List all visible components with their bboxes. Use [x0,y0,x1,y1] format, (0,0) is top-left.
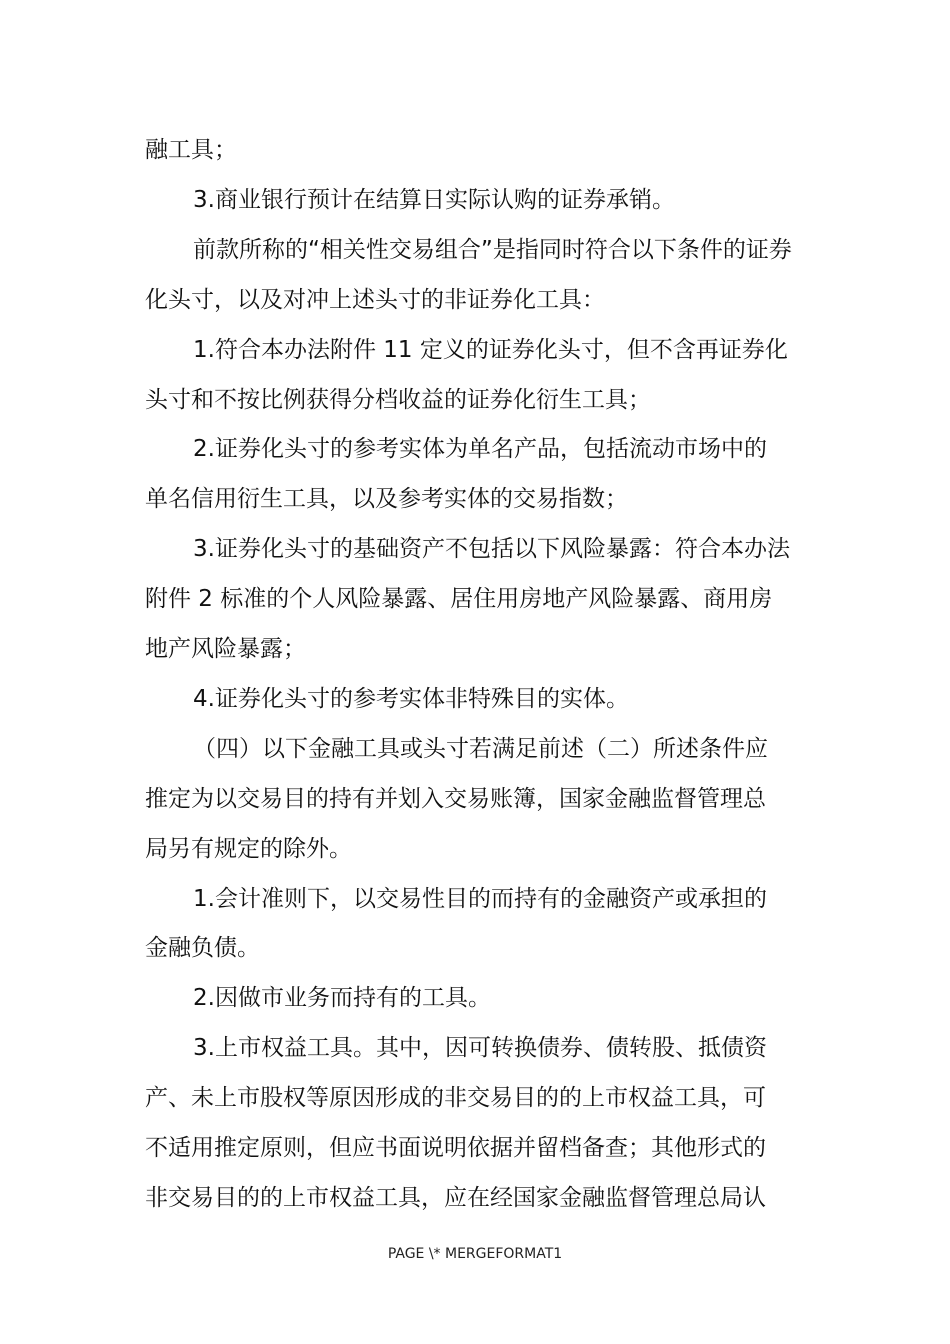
text-line: 2.因做市业务而持有的工具。 [193,985,491,1012]
text-line: 融工具； [145,137,237,163]
text-line: 1.会计准则下，以交易性目的而持有的金融资产或承担的 [193,885,767,912]
text-line: 3.商业银行预计在结算日实际认购的证券承销。 [193,186,675,213]
text-line: 3.上市权益工具。其中，因可转换债券、债转股、抵债资 [193,1035,767,1062]
text-line: 单名信用衍生工具，以及参考实体的交易指数； [145,486,628,513]
text-line: 化头寸，以及对冲上述头寸的非证券化工具： [145,286,605,313]
text-line: 前款所称的“相关性交易组合”是指同时符合以下条件的证券 [193,236,792,263]
text-line: （四）以下金融工具或头寸若满足前述（二）所述条件应 [193,735,768,762]
text-line: 推定为以交易目的持有并划入交易账簿，国家金融监督管理总 [145,785,766,812]
text-line: 1.符合本办法附件 11 定义的证券化头寸，但不含再证券化 [193,336,788,363]
text-line: 金融负债。 [145,935,260,962]
text-line: 2.证券化头寸的参考实体为单名产品，包括流动市场中的 [193,436,767,463]
text-line: 非交易目的的上市权益工具，应在经国家金融监督管理总局认 [145,1184,766,1211]
text-line: 4.证券化头寸的参考实体非特殊目的实体。 [193,685,629,712]
text-line: 局另有规定的除外。 [145,835,352,862]
text-line: 附件 2 标准的个人风险暴露、居住用房地产风险暴露、商用房 [145,586,773,613]
text-line: 头寸和不按比例获得分档收益的证券化衍生工具； [145,386,651,413]
text-line: 产、未上市股权等原因形成的非交易目的的上市权益工具，可 [145,1085,766,1112]
text-line: 地产风险暴露； [145,636,306,662]
text-line: 不适用推定原则，但应书面说明依据并留档备查；其他形式的 [145,1135,766,1161]
text-line: 3.证券化头寸的基础资产不包括以下风险暴露：符合本办法 [193,536,790,563]
page-footer: PAGE \* MERGEFORMAT1 [387,1246,563,1262]
